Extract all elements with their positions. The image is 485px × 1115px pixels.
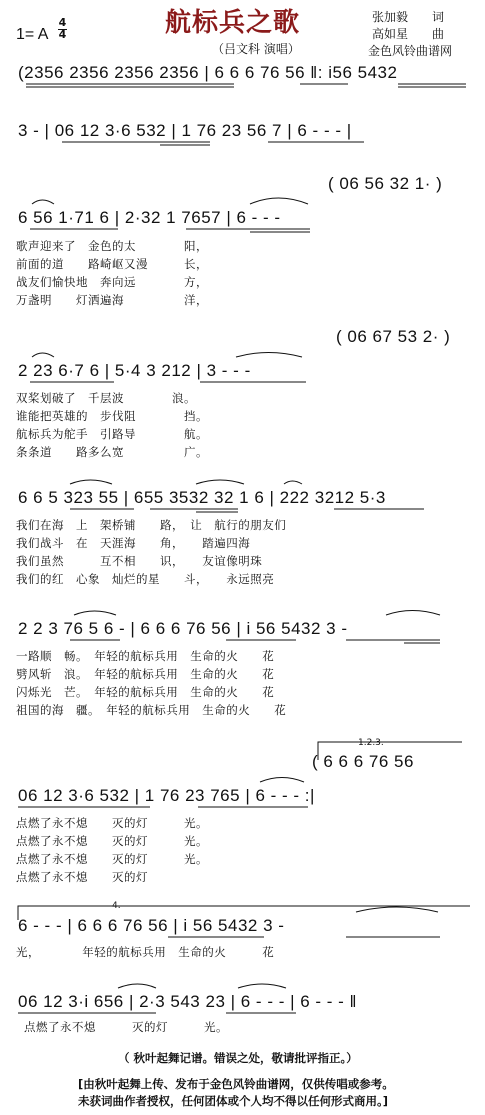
score-line-7: 6 6 5 323 55 | 655 3532 32 1 6 | 222 3212 5·3 xyxy=(18,488,386,507)
lyric-s4-v3: 闪烁光 芒。 年轻的航标兵用 生命的火 花 xyxy=(16,685,275,699)
lyric-s4-v4: 祖国的海 疆。 年轻的航标兵用 生命的火 花 xyxy=(16,703,287,717)
lyric-s1-v2: 前面的道 路崎岖又漫 长， xyxy=(16,257,208,271)
source-credit: 金色风铃曲谱网 xyxy=(368,44,453,58)
score-line-4: 6 56 1·71 6 | 2·32 1 7657 | 6 - - - xyxy=(18,208,281,227)
slur-arcs xyxy=(32,198,440,988)
lyric-s5-v1: 点燃了永不熄 灭的灯 光。 xyxy=(16,816,208,830)
score-line-2: 3 - | 06 12 3·6 532 | 1 76 23 56 7 | 6 - - - | xyxy=(18,121,352,140)
score-line-12: 06 12 3·i 656 | 2·3 543 23 | 6 - - - | 6 - - - ‖ xyxy=(18,992,358,1011)
singer-credit: （吕文科 演唱） xyxy=(212,42,300,56)
disclaimer-line-2: 未获词曲作者授权，任何团体或个人均不得以任何形式商用。] xyxy=(78,1094,389,1108)
lyric-s2-v1: 双桨划破了 千层波 浪。 xyxy=(16,391,196,405)
volta-brackets xyxy=(18,742,470,920)
transcriber-note: （ 秋叶起舞记谱。错误之处，敬请批评指正。） xyxy=(118,1051,358,1065)
volta-4: 4. xyxy=(112,901,121,911)
score-line-5-intro: ( 06 67 53 2· ) xyxy=(336,327,451,346)
lyric-s4-v1: 一路顺 畅。 年轻的航标兵用 生命的火 花 xyxy=(16,649,275,663)
rhythm-underlines xyxy=(18,84,466,1013)
lyricist-credit: 张加毅 词 xyxy=(372,10,445,24)
lyric-s3-v3: 我们虽然 互不相 识， 友谊像明珠 xyxy=(16,554,263,568)
lyric-s3-v4: 我们的红 心象 灿烂的星 斗， 永远照亮 xyxy=(16,572,275,586)
key-signature: 1= A xyxy=(16,26,49,43)
score-line-10: 06 12 3·6 532 | 1 76 23 765 | 6 - - - :| xyxy=(18,786,315,805)
score-line-1: (2356 2356 2356 2356 | 6 6 6 76 56 ‖: i56 5432 xyxy=(18,63,398,82)
song-title: 航标兵之歌 xyxy=(165,8,301,38)
composer-credit: 高如星 曲 xyxy=(372,27,445,41)
lyric-s2-v2: 谁能把英雄的 步伐阻 挡。 xyxy=(16,409,208,423)
score-line-3-intro: ( 06 56 32 1· ) xyxy=(328,174,443,193)
lyric-s5-v2: 点燃了永不熄 灭的灯 光。 xyxy=(16,834,208,848)
score-line-8: 2 2 3 76 5 6 - | 6 6 6 76 56 | i 56 5432 3 - xyxy=(18,619,348,638)
time-numerator: 4 xyxy=(58,16,67,29)
lyric-s2-v4: 条条道 路多么宽 广。 xyxy=(16,445,208,459)
time-denominator: 4 xyxy=(58,28,67,41)
lyric-s1-v4: 万盏明 灯洒遍海 洋， xyxy=(16,293,208,307)
lyric-s5-v4: 点燃了永不熄 灭的灯 xyxy=(16,870,148,884)
lyric-s1-v3: 战友们愉快地 奔向远 方， xyxy=(16,275,208,289)
lyric-s3-v2: 我们战斗 在 天涯海 角， 踏遍四海 xyxy=(16,536,251,550)
score-line-9-intro: ( 6 6 6 76 56 xyxy=(312,752,414,771)
lyric-s3-v1: 我们在海 上 架桥铺 路， 让 航行的朋友们 xyxy=(16,518,287,532)
lyric-s2-v3: 航标兵为舵手 引路导 航。 xyxy=(16,427,208,441)
lyric-s6: 光， 年轻的航标兵用 生命的火 花 xyxy=(16,945,275,959)
score-line-11: 6 - - - | 6 6 6 76 56 | i 56 5432 3 - xyxy=(18,916,285,935)
disclaimer-line-1: [由秋叶起舞上传、发布于金色风铃曲谱网，仅供传唱或参考。 xyxy=(78,1077,394,1091)
lyric-s7: 点燃了永不熄 灭的灯 光。 xyxy=(24,1020,228,1034)
score-line-6: 2 23 6·7 6 | 5·4 3 212 | 3 - - - xyxy=(18,361,251,380)
lyric-s1-v1: 歌声迎来了 金色的太 阳， xyxy=(16,239,208,253)
lyric-s4-v2: 劈风斩 浪。 年轻的航标兵用 生命的火 花 xyxy=(16,667,275,681)
lyric-s5-v3: 点燃了永不熄 灭的灯 光。 xyxy=(16,852,208,866)
volta-1-2-3: 1.2.3. xyxy=(358,738,384,748)
